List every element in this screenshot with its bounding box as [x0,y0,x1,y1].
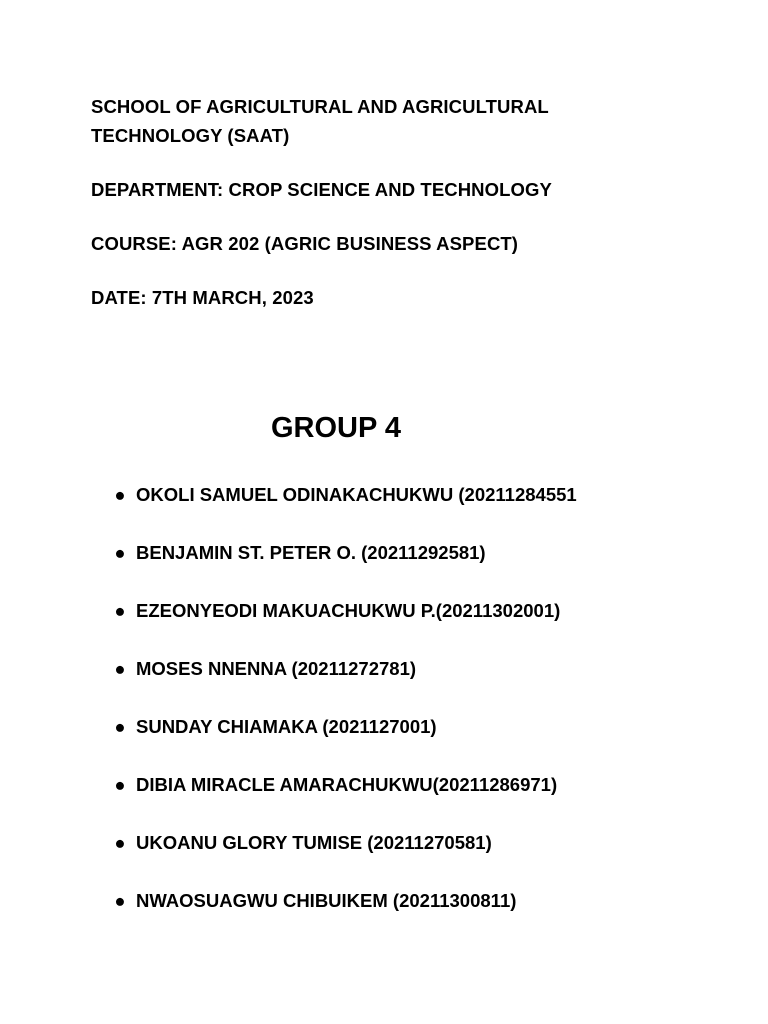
bullet-icon: ● [114,658,126,679]
list-item [113,828,733,886]
school-name: SCHOOL OF AGRICULTURAL AND AGRICULTURAL TECHNOLOGY (SAAT) [91,96,549,146]
member-name: UKOANU GLORY TUMISE (20211270581) [136,832,492,853]
bullet-icon: ● [114,484,126,505]
member-list [113,480,733,944]
bullet-icon: ● [114,716,126,737]
course-line: COURSE: AGR 202 (AGRIC BUSINESS ASPECT) [91,233,519,254]
member-name: SUNDAY CHIAMAKA (2021127001) [136,716,437,737]
document-header [91,92,651,337]
date-line: DATE: 7TH MARCH, 2023 [91,287,314,308]
member-name: NWAOSUAGWU CHIBUIKEM (20211300811) [136,890,517,911]
member-name: DIBIA MIRACLE AMARACHUKWU(20211286971) [136,774,558,795]
list-item [113,886,733,944]
list-item [113,480,733,538]
bullet-icon: ● [114,542,126,563]
bullet-icon: ● [114,890,126,911]
list-item [113,712,733,770]
member-name: EZEONYEODI MAKUACHUKWU P.(20211302001) [136,600,561,621]
bullet-icon: ● [114,832,126,853]
group-title: GROUP 4 [271,412,402,444]
member-name: BENJAMIN ST. PETER O. (20211292581) [136,542,486,563]
member-name: MOSES NNENNA (20211272781) [136,658,417,679]
department-line: DEPARTMENT: CROP SCIENCE AND TECHNOLOGY [91,179,552,200]
list-item [113,538,733,596]
bullet-icon: ● [114,774,126,795]
member-name: OKOLI SAMUEL ODINAKACHUKWU (20211284551 [136,484,577,505]
bullet-icon: ● [114,600,126,621]
list-item [113,596,733,654]
list-item [113,770,733,828]
list-item [113,654,733,712]
